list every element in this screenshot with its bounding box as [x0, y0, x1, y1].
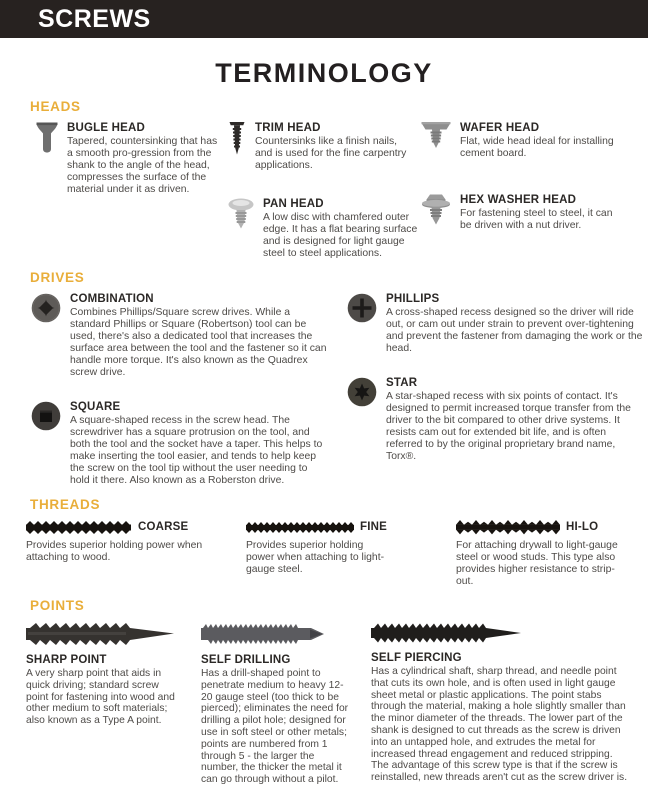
item-title: HI-LO	[566, 520, 599, 533]
point-item-self-drilling	[201, 621, 371, 786]
drive-text	[386, 377, 644, 463]
points-section	[0, 621, 648, 786]
page-title: TERMINOLOGY	[215, 58, 433, 88]
star-drive-icon	[347, 377, 377, 407]
head-text	[263, 198, 418, 260]
head-item-trim	[228, 122, 421, 172]
item-description: Countersinks like a finish nails, and is used for the fine carpentry applications.	[255, 136, 407, 171]
head-text	[460, 194, 615, 232]
heads-section	[0, 122, 648, 260]
pan-head-icon	[228, 198, 254, 229]
item-title: SELF PIERCING	[371, 652, 462, 664]
item-title: HEX WASHER HEAD	[460, 194, 577, 206]
item-description: A cross-shaped recess designed so the driver will ride out, or cam out under strain to prevent over-tightening and prevent the fastener from damaging the work or the head.	[386, 307, 643, 354]
item-description: A square-shaped recess in the screw head. The screwdriver has a square protrusion on the tool, and both the tool and the socket have a taper. This helps to make inserting the tool easier, and tends to help keep the screw on the tool tip without the user needing to hold it there. Also known as a Roberston drive.	[70, 415, 323, 486]
item-description: For fastening steel to steel, it can be driven with a nut driver.	[460, 208, 613, 231]
section-label-threads: THREADS	[30, 497, 101, 512]
head-text	[255, 122, 410, 172]
self-piercing-point-icon	[371, 621, 523, 645]
item-description: Tapered, countersinking that has a smooth pro-gression from the shank to the angle of the head, compresses the surface of the material under it as driven.	[67, 136, 218, 195]
item-title: COARSE	[138, 520, 189, 533]
thread-item-hi-lo	[456, 520, 648, 588]
item-title: SQUARE	[70, 401, 121, 413]
item-title: PAN HEAD	[263, 198, 324, 210]
point-item-self-piercing	[371, 621, 648, 786]
item-description: Combines Phillips/Square screw drives. While a standard Phillips or Square (Robertson) tool can be used, there's also a dedicated tool that increases the surface area between the tool and the fastener so it can handle more torque. It's also known as the Quadrex screw drive.	[70, 307, 327, 378]
drive-item-phillips	[347, 293, 648, 355]
wafer-head-icon	[421, 122, 451, 149]
square-drive-icon	[31, 401, 61, 431]
combination-drive-icon	[31, 293, 61, 323]
bugle-head-icon	[36, 122, 58, 153]
drives-section	[0, 293, 648, 487]
trim-head-icon	[228, 122, 246, 155]
item-description: A low disc with chamfered outer edge. It has a flat bearing surface and is designed for light gauge steel to steel applications.	[263, 212, 418, 259]
item-title: WAFER HEAD	[460, 122, 540, 134]
drive-text	[386, 293, 644, 355]
thread-head	[456, 520, 648, 535]
item-description: Has a drill-shaped point to penetrate medium to heavy 12-20 gauge steel (too thick to be pierced); eliminates the need for drilling a pilot hole; designed for use in soft steel or other metals; points are numbered from 1 through 5 - the larger the number, the thicker the metal it can go through without a pilot.	[201, 668, 349, 786]
item-description: For attaching drywall to light-gauge steel or wood studs. This type also provides higher resistance to strip-out.	[456, 540, 618, 587]
drives-column-2	[347, 293, 648, 487]
sharp-point-icon	[26, 621, 176, 647]
coarse-thread-icon	[26, 521, 132, 534]
drive-text	[70, 293, 328, 379]
item-description: Flat, wide head ideal for installing cement board.	[460, 136, 614, 159]
item-description: Has a cylindrical shaft, sharp thread, and needle point that cuts its own hole, and is often used in light gauge sheet metal or plastic applications. The point stabs through the material, making a hole slightly smaller than the minor diameter of the threads. The lower part of the shank is designed to cut threads as the screw is driven into an untapped hole, and extrudes the metal for increased thread engagement and reduced stripping. The advantage of this screw type is that if the screw is reinstalled, new threads aren't cut as the screw driver is.	[371, 666, 628, 784]
item-title: TRIM HEAD	[255, 122, 321, 134]
heads-column-2	[228, 122, 421, 260]
hi-lo-thread-icon	[456, 520, 560, 535]
drives-column-1	[31, 293, 347, 487]
item-title: SHARP POINT	[26, 654, 107, 666]
item-description: A star-shaped recess with six points of contact. It's designed to permit increased torque transfer from the driver to the bit compared to other drive systems. It resists cam out for extended bit life, and is often referred to by the original proprietary brand name, Torx®.	[386, 391, 631, 462]
thread-item-fine	[246, 520, 456, 588]
section-label-drives: DRIVES	[30, 270, 85, 285]
item-title: BUGLE HEAD	[67, 122, 146, 134]
section-label-points: POINTS	[30, 598, 85, 613]
drive-item-square	[31, 401, 347, 487]
head-item-pan	[228, 198, 421, 260]
threads-section	[0, 520, 648, 588]
thread-item-coarse	[26, 520, 246, 588]
drive-text	[70, 401, 328, 487]
fine-thread-icon	[246, 521, 354, 534]
heads-column-3	[421, 122, 648, 260]
heads-column-1	[36, 122, 228, 260]
item-description: A very sharp point that aids in quick driving; standard screw point for fastening into wood and other medium to soft materials; also known as a Type A point.	[26, 668, 175, 727]
drive-item-combination	[31, 293, 347, 379]
item-description: Provides superior holding power when attaching to light-gauge steel.	[246, 540, 385, 575]
head-text	[460, 122, 615, 160]
document-title: SCREWS	[38, 4, 151, 33]
thread-head	[246, 520, 456, 535]
thread-head	[26, 520, 246, 535]
head-text	[67, 122, 222, 196]
item-title: PHILLIPS	[386, 293, 440, 305]
hex-washer-head-icon	[421, 194, 451, 225]
head-item-wafer	[421, 122, 648, 160]
head-item-hex-washer	[421, 194, 648, 232]
item-title: COMBINATION	[70, 293, 154, 305]
item-title: SELF DRILLING	[201, 654, 291, 666]
section-label-heads: HEADS	[30, 99, 81, 114]
drive-item-star	[347, 377, 648, 463]
item-description: Provides superior holding power when attaching to wood.	[26, 540, 203, 563]
self-drilling-point-icon	[201, 621, 329, 647]
item-title: FINE	[360, 520, 387, 533]
head-item-bugle	[36, 122, 228, 196]
point-item-sharp	[26, 621, 201, 786]
item-title: STAR	[386, 377, 418, 389]
header-bar	[0, 0, 648, 38]
phillips-drive-icon	[347, 293, 377, 323]
